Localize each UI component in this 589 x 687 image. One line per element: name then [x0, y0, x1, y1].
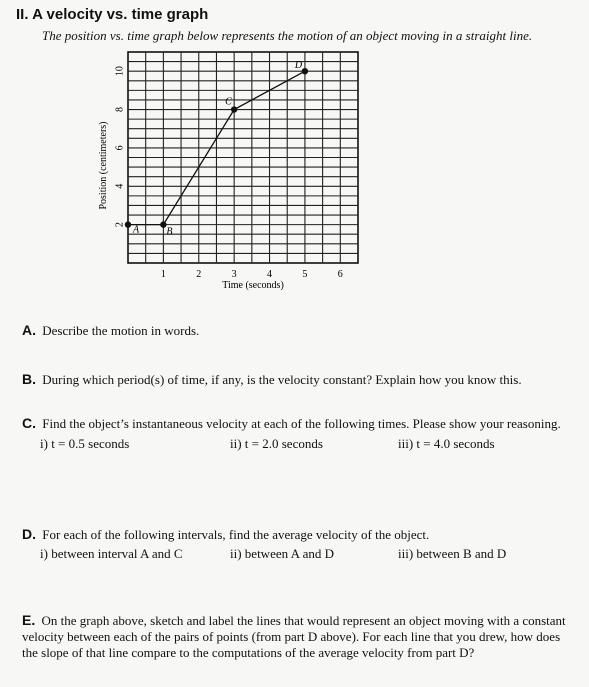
- question-b-text: During which period(s) of time, if any, is the velocity constant? Explain how you know this.: [42, 372, 522, 387]
- question-a-letter: A.: [22, 322, 36, 338]
- question-a: [22, 322, 567, 339]
- question-b: [22, 371, 567, 388]
- y-tick-label: 4: [114, 183, 126, 189]
- question-d-text: For each of the following intervals, find the average velocity of the object.: [42, 527, 430, 542]
- y-axis-label: Position (centimeters): [98, 121, 109, 210]
- data-point-a: [125, 221, 131, 227]
- section-heading: II. A velocity vs. time graph: [16, 6, 209, 23]
- question-e-text: On the graph above, sketch and label the lines that would represent an object moving with a constant velocity between each of the pairs of points (from part D above). For each line that you drew, how does the slope of that line compare to the computations of the average velocity from part D?: [22, 613, 566, 660]
- question-e-letter: E.: [22, 612, 36, 628]
- point-label-a: A: [133, 224, 140, 236]
- question-c-item-1: i) t = 0.5 seconds: [40, 436, 130, 451]
- question-c-item-3: iii) t = 4.0 seconds: [398, 436, 495, 451]
- x-tick-label: 2: [196, 269, 202, 280]
- y-tick-label: 2: [114, 222, 126, 228]
- data-point-d: [302, 68, 308, 74]
- y-tick-label: 8: [114, 107, 126, 113]
- question-c-item-2: ii) t = 2.0 seconds: [230, 436, 323, 451]
- question-d: [22, 526, 567, 543]
- question-c-text: Find the object’s instantaneous velocity at each of the following times. Please show your reasoning.: [42, 416, 561, 431]
- question-c-letter: C.: [22, 415, 36, 431]
- question-d-item-2: ii) between A and D: [230, 546, 334, 561]
- x-tick-label: 4: [267, 269, 273, 280]
- point-label-d: D: [294, 60, 303, 72]
- x-tick-label: 3: [231, 269, 237, 280]
- question-c: [22, 415, 567, 432]
- y-tick-label: 10: [114, 66, 126, 77]
- point-label-b: B: [166, 226, 173, 238]
- position-time-graph: [0, 0, 589, 320]
- point-label-c: C: [225, 96, 232, 108]
- question-b-letter: B.: [22, 371, 36, 387]
- question-d-item-1: i) between interval A and C: [40, 546, 183, 561]
- question-a-text: Describe the motion in words.: [42, 323, 200, 338]
- question-d-letter: D.: [22, 526, 36, 542]
- question-d-item-3: iii) between B and D: [398, 546, 507, 561]
- x-tick-label: 5: [302, 269, 308, 280]
- x-tick-label: 6: [337, 269, 343, 280]
- y-tick-label: 6: [114, 145, 126, 151]
- x-axis-label: Time (seconds): [222, 280, 284, 291]
- question-e: [22, 612, 570, 661]
- section-intro: The position vs. time graph below represents the motion of an object moving in a straight line.: [42, 28, 533, 43]
- data-point-c: [231, 106, 237, 112]
- x-tick-label: 1: [160, 269, 166, 280]
